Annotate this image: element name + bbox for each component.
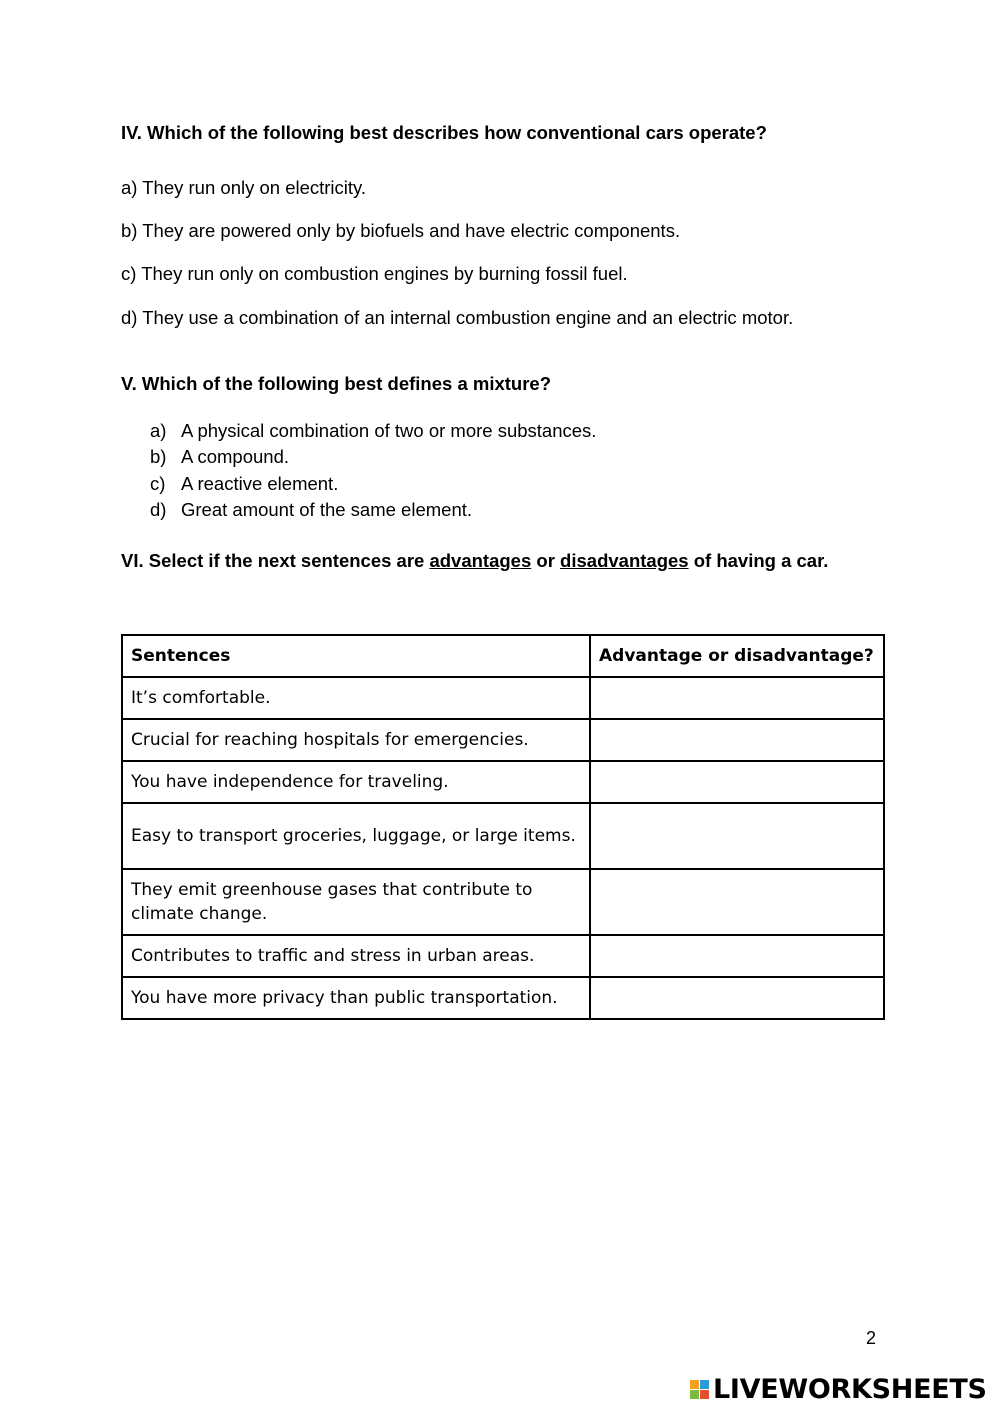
- table-row: [122, 677, 884, 719]
- question-5-title: V. Which of the following best defines a mixture?: [121, 373, 551, 394]
- answer-cell[interactable]: [590, 761, 884, 803]
- answer-cell[interactable]: [590, 869, 884, 935]
- answer-cell[interactable]: [590, 677, 884, 719]
- option-text: Great amount of the same element.: [181, 499, 473, 520]
- header-advantage: Advantage or disadvantage?: [590, 635, 884, 677]
- sentence-cell: You have independence for traveling.: [122, 761, 590, 803]
- option-letter: c): [150, 473, 166, 494]
- advantages-table: [121, 634, 885, 1020]
- option-text: A physical combination of two or more substances.: [181, 420, 597, 441]
- table-row: [122, 869, 884, 935]
- page-number: 2: [866, 1328, 877, 1348]
- table-row: [122, 977, 884, 1019]
- header-sentences: Sentences: [122, 635, 590, 677]
- question-4-option-b: b) They are powered only by biofuels and have electric components.: [121, 220, 681, 241]
- sentence-cell: Contributes to traffic and stress in urban areas.: [122, 935, 590, 977]
- option-letter: a): [150, 420, 167, 441]
- question-5-option-a: [150, 420, 596, 442]
- table-header-row: [122, 635, 884, 677]
- sentence-cell: Easy to transport groceries, luggage, or large items.: [122, 803, 590, 869]
- logo-block: [700, 1380, 709, 1389]
- question-4-option-d: d) They use a combination of an internal combustion engine and an electric motor.: [121, 307, 794, 328]
- logo-block: [700, 1390, 709, 1399]
- question-6-title: [121, 543, 876, 578]
- question-4-option-a: a) They run only on electricity.: [121, 177, 367, 198]
- question-4-option-c: c) They run only on combustion engines by burning fossil fuel.: [121, 263, 628, 284]
- logo-blocks-icon: [690, 1380, 709, 1399]
- question-4-title: IV. Which of the following best describes how conventional cars operate?: [121, 122, 767, 143]
- answer-cell[interactable]: [590, 977, 884, 1019]
- sentence-cell: They emit greenhouse gases that contribute to climate change.: [122, 869, 590, 935]
- table-row: [122, 761, 884, 803]
- answer-cell[interactable]: [590, 935, 884, 977]
- disadvantages-word: disadvantages: [560, 550, 689, 571]
- question-5-option-d: [150, 499, 472, 521]
- sentence-cell: You have more privacy than public transportation.: [122, 977, 590, 1019]
- sentence-cell: It’s comfortable.: [122, 677, 590, 719]
- option-text: A compound.: [181, 446, 289, 467]
- answer-cell[interactable]: [590, 803, 884, 869]
- option-letter: d): [150, 499, 167, 520]
- option-letter: b): [150, 446, 167, 467]
- question-6-text-1: VI. Select if the next sentences are: [121, 550, 430, 571]
- logo-block: [690, 1380, 699, 1389]
- table-row: [122, 719, 884, 761]
- question-5-option-b: [150, 446, 289, 468]
- advantages-word: advantages: [429, 550, 532, 571]
- table-row: [122, 803, 884, 869]
- logo-block: [690, 1390, 699, 1399]
- logo-text: LIVEWORKSHEETS: [713, 1373, 987, 1405]
- question-6-or: or: [531, 550, 561, 571]
- sentence-cell: Crucial for reaching hospitals for emergencies.: [122, 719, 590, 761]
- question-5-option-c: [150, 473, 338, 495]
- option-text: A reactive element.: [181, 473, 339, 494]
- table-row: [122, 935, 884, 977]
- liveworksheets-logo: [690, 1374, 987, 1404]
- answer-cell[interactable]: [590, 719, 884, 761]
- question-6-text-2: of having a car.: [688, 550, 829, 571]
